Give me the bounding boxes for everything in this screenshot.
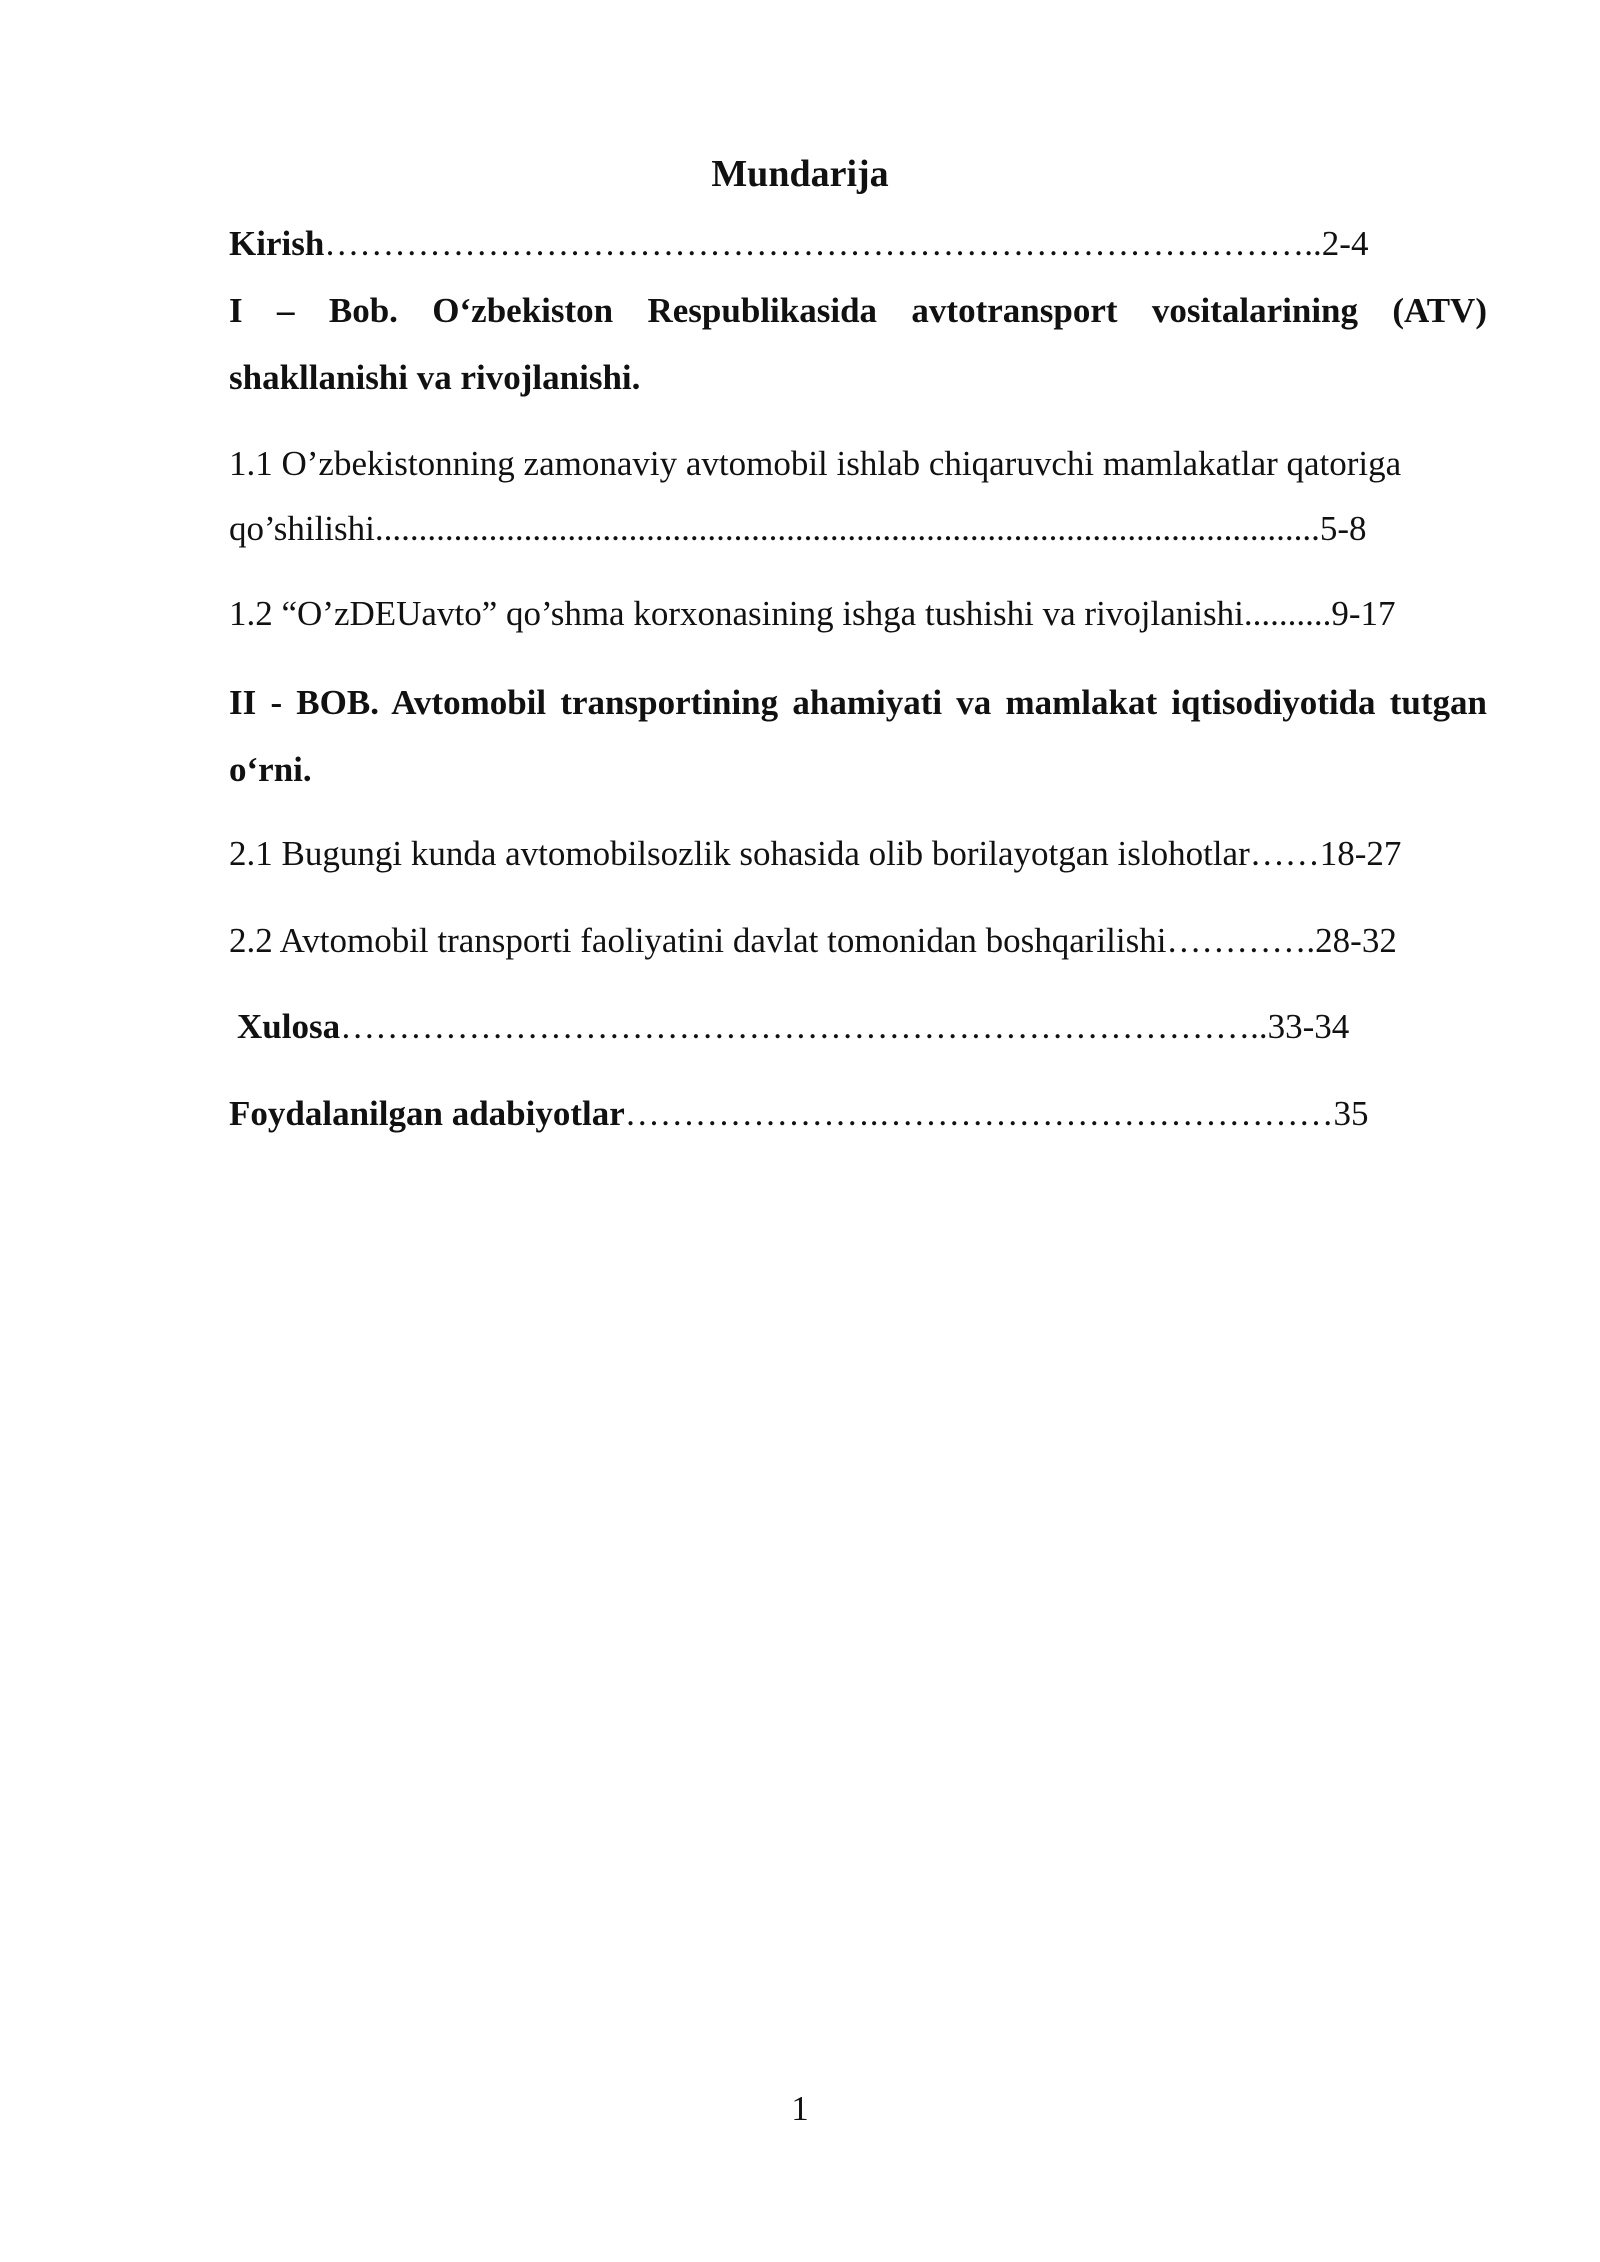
toc-chapter-1-heading: I – Bob. O‘zbekiston Respublikasida avtotransport vositalarining (ATV) shakllanishi va rivojlanishi.: [229, 291, 1487, 397]
toc-entry-label: Kirish: [229, 224, 325, 263]
toc-entry-leader: ………………….…………………………………35: [624, 1094, 1369, 1133]
toc-entry-adabiyotlar: [229, 1090, 1489, 1138]
toc-entry-1-1-line-2: qo’shilishi............................................................................................................5-8: [229, 509, 1367, 548]
page-number: 1: [791, 2089, 809, 2128]
page-title: Mundarija: [711, 153, 889, 195]
toc-entry-label: Foydalanilgan adabiyotlar: [229, 1094, 625, 1133]
toc-entry-2-1: 2.1 Bugungi kunda avtomobilsozlik sohasida olib borilayotgan islohotlar……18-27: [229, 834, 1402, 873]
toc-entry-1-1-line-1: 1.1 O’zbekistonning zamonaviy avtomobil ishlab chiqaruvchi mamlakatlar qatoriga: [229, 444, 1402, 483]
toc-entry-2-2: 2.2 Avtomobil transporti faoliyatini davlat tomonidan boshqarilishi………….28-32: [229, 921, 1397, 960]
toc-entry-1-2: 1.2 “O’zDEUavto” qo’shma korxonasining ishga tushishi va rivojlanishi..........9-17: [229, 594, 1396, 633]
toc-entry-label: Xulosa: [237, 1007, 341, 1046]
toc-entry-leader: …………………………………………………………………………..2-4: [324, 224, 1369, 263]
toc-entry-kirish: [229, 220, 1489, 268]
toc-entry-xulosa: [237, 1003, 1497, 1051]
toc-chapter-2-heading: II - BOB. Avtomobil transportining ahamiyati va mamlakat iqtisodiyotida tutgan o‘rni.: [229, 683, 1487, 789]
toc-entry-leader: ……………………………………………………………………..33-34: [340, 1007, 1350, 1046]
